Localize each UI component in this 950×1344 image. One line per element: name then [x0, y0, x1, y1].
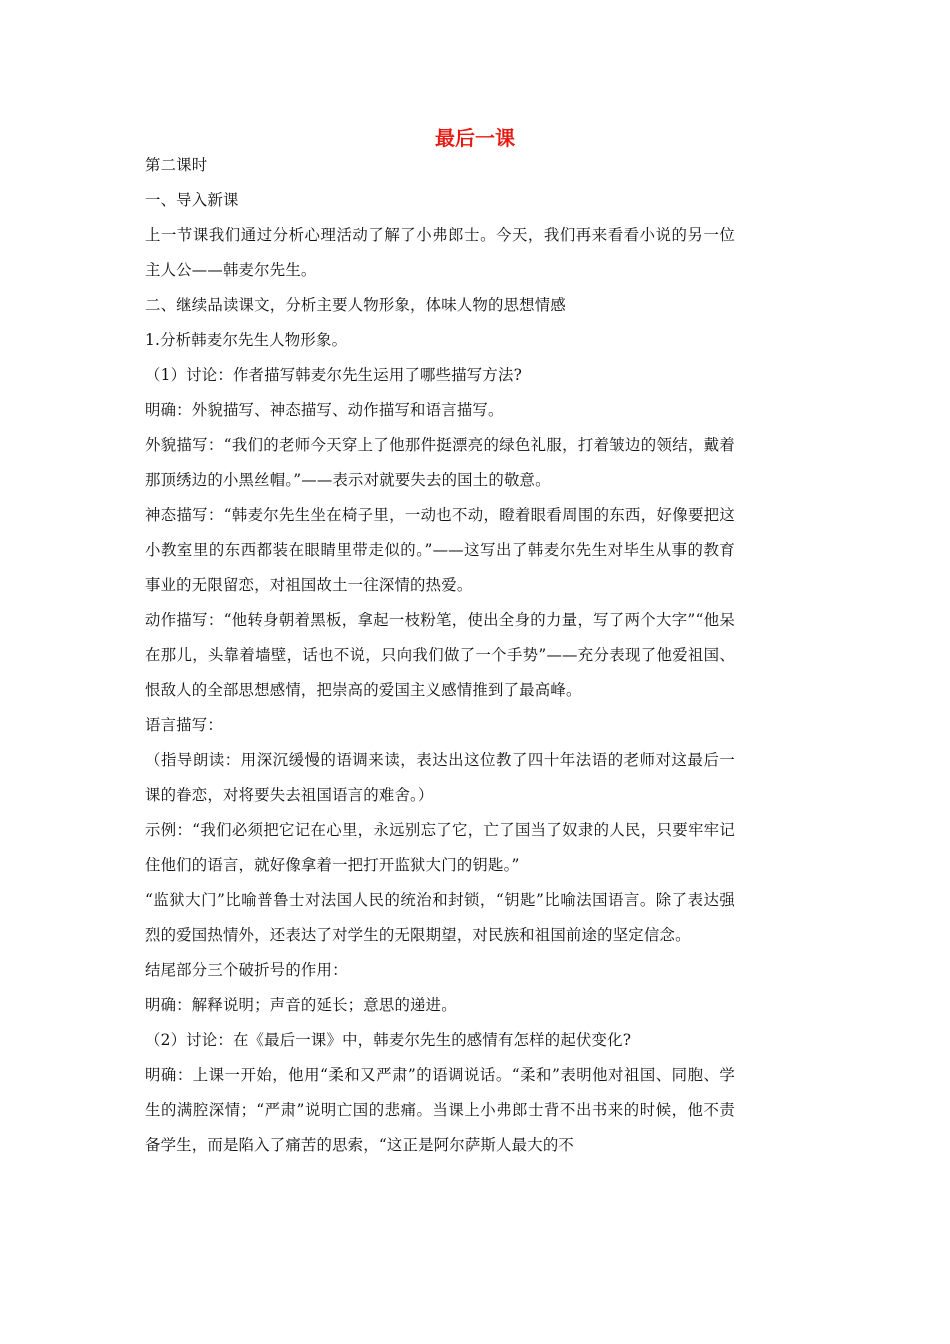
document-title: 最后一课 — [435, 126, 515, 150]
paragraph: （1）讨论：作者描写韩麦尔先生运用了哪些描写方法? — [145, 366, 523, 384]
paragraph: 明确：上课一开始，他用“柔和又严肃”的语调说话。“柔和”表明他对祖国、同胞、学生的满腔深情；“严肃”说明亡国的悲痛。当课上小弗郎士背不出书来的时候，他不责备学生，而是陷入了痛苦的思索，“这正是阿尔萨斯人最大的不 — [145, 1066, 735, 1154]
paragraph: 动作描写：“他转身朝着黑板，拿起一枝粉笔，使出全身的力量，写了两个大字”“他呆在那儿，头靠着墙壁，话也不说，只向我们做了一个手势”——充分表现了他爱祖国、恨敌人的全部思想感情，把崇高的爱国主义感情推到了最高峰。 — [145, 611, 735, 699]
paragraph: 1.分析韩麦尔先生人物形象。 — [145, 331, 348, 349]
paragraph-section-intro: 一、导入新课 — [145, 191, 239, 209]
paragraph: 结尾部分三个破折号的作用： — [145, 961, 348, 979]
paragraph-lesson-period: 第二课时 — [145, 156, 208, 174]
paragraph: 语言描写： — [145, 716, 223, 734]
document-body — [145, 148, 735, 1163]
paragraph: 上一节课我们通过分析心理活动了解了小弗郎士。今天，我们再来看看小说的另一位主人公——韩麦尔先生。 — [145, 226, 735, 279]
paragraph: “监狱大门”比喻普鲁士对法国人民的统治和封锁，“钥匙”比喻法国语言。除了表达强烈的爱国热情外，还表达了对学生的无限期望，对民族和祖国前途的坚定信念。 — [145, 891, 735, 944]
paragraph: 外貌描写：“我们的老师今天穿上了他那件挺漂亮的绿色礼服，打着皱边的领结，戴着那顶绣边的小黑丝帽。”——表示对就要失去的国土的敬意。 — [145, 436, 735, 489]
paragraph: 神态描写：“韩麦尔先生坐在椅子里，一动也不动，瞪着眼看周围的东西，好像要把这小教室里的东西都装在眼睛里带走似的。”——这写出了韩麦尔先生对毕生从事的教育事业的无限留恋，对祖国故土一往深情的热爱。 — [145, 506, 735, 594]
paragraph: （2）讨论：在《最后一课》中，韩麦尔先生的感情有怎样的起伏变化? — [145, 1031, 632, 1049]
paragraph: （指导朗读：用深沉缓慢的语调来读，表达出这位教了四十年法语的老师对这最后一课的眷恋，对将要失去祖国语言的难舍。） — [145, 751, 735, 804]
paragraph: 明确：解释说明；声音的延长；意思的递进。 — [145, 996, 457, 1014]
paragraph-section-heading: 二、继续品读课文，分析主要人物形象，体味人物的思想情感 — [145, 296, 566, 314]
paragraph: 示例：“我们必须把它记在心里，永远别忘了它，亡了国当了奴隶的人民，只要牢牢记住他们的语言，就好像拿着一把打开监狱大门的钥匙。” — [145, 821, 735, 874]
paragraph: 明确：外貌描写、神态描写、动作描写和语言描写。 — [145, 401, 504, 419]
